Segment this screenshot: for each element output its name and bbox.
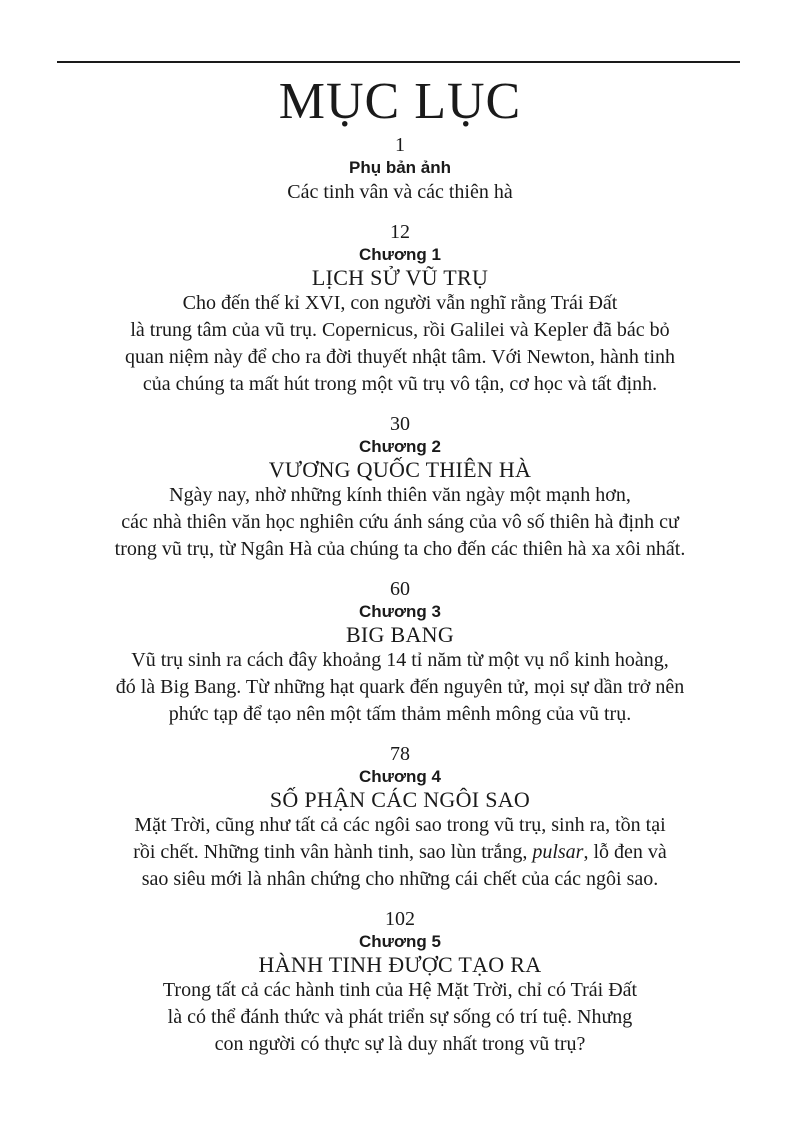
toc-description-line: Mặt Trời, cũng như tất cả các ngôi sao trong vũ trụ, sinh ra, tồn tại bbox=[134, 814, 666, 836]
toc-description-line: Ngày nay, nhờ những kính thiên văn ngày một mạnh hơn, bbox=[169, 484, 631, 506]
toc-description-emphasis: pulsar bbox=[532, 841, 584, 863]
toc-chapter-label: Chương 1 bbox=[358, 245, 441, 264]
toc-entry-chapter-2[interactable] bbox=[40, 412, 760, 563]
toc-chapter-label: Chương 2 bbox=[358, 437, 441, 456]
toc-chapter-label: Chương 4 bbox=[358, 767, 441, 786]
toc-page-number: 78 bbox=[390, 743, 410, 765]
toc-page-number: 1 bbox=[395, 134, 405, 156]
toc-description-line: các nhà thiên văn học nghiên cứu ánh sáng của vô số thiên hà định cư bbox=[121, 511, 679, 533]
toc-chapter-title: LỊCH SỬ VŨ TRỤ bbox=[311, 265, 489, 290]
toc-description-segment: , lỗ đen và bbox=[583, 841, 667, 863]
toc-description bbox=[40, 179, 760, 206]
toc-chapter-title: VƯƠNG QUỐC THIÊN HÀ bbox=[268, 457, 532, 482]
toc-chapter-label: Chương 5 bbox=[358, 932, 441, 951]
toc-entry-chapter-4[interactable] bbox=[40, 742, 760, 893]
toc-description bbox=[40, 482, 760, 563]
toc-description-line: đó là Big Bang. Từ những hạt quark đến nguyên tử, mọi sự dần trở nên bbox=[115, 676, 685, 698]
toc-chapter-title: HÀNH TINH ĐƯỢC TẠO RA bbox=[258, 952, 542, 977]
top-rule bbox=[57, 61, 740, 63]
table-of-contents bbox=[40, 133, 760, 1058]
toc-chapter-title: SỐ PHẬN CÁC NGÔI SAO bbox=[269, 787, 531, 812]
toc-description-line: Các tinh vân và các thiên hà bbox=[287, 181, 513, 203]
toc-description-segment: rồi chết. Những tinh vân hành tinh, sao lùn trắng, bbox=[133, 841, 533, 863]
toc-description bbox=[40, 977, 760, 1058]
toc-description-line: quan niệm này để cho ra đời thuyết nhật tâm. Với Newton, hành tinh bbox=[124, 346, 676, 368]
toc-description-line bbox=[40, 839, 760, 866]
toc-chapter-title: BIG BANG bbox=[345, 622, 455, 647]
toc-description-line: là có thể đánh thức và phát triển sự sống có trí tuệ. Nhưng bbox=[167, 1006, 633, 1028]
toc-page-number: 12 bbox=[390, 221, 410, 243]
toc-description-line: là trung tâm của vũ trụ. Copernicus, rồi Galilei và Kepler đã bác bỏ bbox=[130, 319, 670, 341]
toc-description-line: phức tạp để tạo nên một tấm thảm mênh mông của vũ trụ. bbox=[168, 703, 632, 725]
toc-description-line: Vũ trụ sinh ra cách đây khoảng 14 tỉ năm từ một vụ nổ kinh hoàng, bbox=[131, 649, 669, 671]
toc-entry-chapter-5[interactable] bbox=[40, 907, 760, 1058]
toc-entry-chapter-1[interactable] bbox=[40, 220, 760, 398]
toc-description-line: Cho đến thế kỉ XVI, con người vẫn nghĩ rằng Trái Đất bbox=[182, 292, 618, 314]
toc-description-line: Trong tất cả các hành tinh của Hệ Mặt Trời, chỉ có Trái Đất bbox=[162, 979, 638, 1001]
toc-section-label: Phụ bản ảnh bbox=[349, 158, 451, 177]
toc-description bbox=[40, 647, 760, 728]
toc-entry-plates[interactable] bbox=[40, 133, 760, 206]
toc-description bbox=[40, 812, 760, 893]
toc-page-number: 102 bbox=[385, 908, 415, 930]
toc-description-line: của chúng ta mất hút trong một vũ trụ vô tận, cơ học và tất định. bbox=[142, 373, 658, 395]
page-title: MỤC LỤC bbox=[278, 73, 522, 130]
toc-chapter-label: Chương 3 bbox=[358, 602, 441, 621]
toc-description bbox=[40, 290, 760, 398]
toc-description-line: trong vũ trụ, từ Ngân Hà của chúng ta cho đến các thiên hà xa xôi nhất. bbox=[114, 538, 686, 560]
toc-page-number: 60 bbox=[390, 578, 410, 600]
toc-description-line: con người có thực sự là duy nhất trong vũ trụ? bbox=[214, 1033, 586, 1055]
toc-entry-chapter-3[interactable] bbox=[40, 577, 760, 728]
toc-description-line: sao siêu mới là nhân chứng cho những cái chết của các ngôi sao. bbox=[141, 868, 659, 890]
toc-page-number: 30 bbox=[390, 413, 410, 435]
